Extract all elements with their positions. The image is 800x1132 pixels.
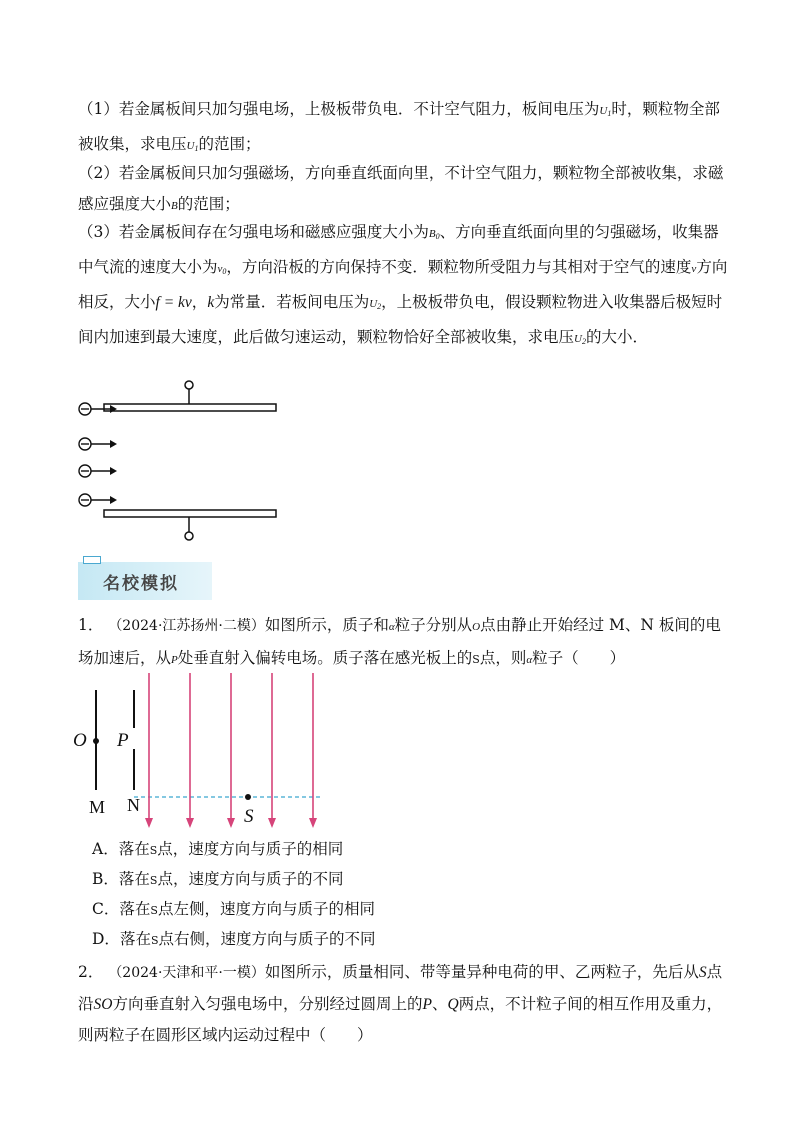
particle-2 [79,438,117,450]
lower-plate [104,510,276,540]
alpha-symbol: α [388,621,395,633]
question1-stem: 1． （2024·江苏扬州·二模）如图所示，质子和α粒子分别从O点由静止开始经过 M、N 板间的电场加速后，从P处垂直射入偏转电场。质子落在感光板上的S点，则α粒子（ ） [78,616,721,667]
question2-stem: 2． （2024·天津和平·一模）如图所示，质量相同、带等量异种电荷的甲、乙两粒子，先后从S点沿SO方向垂直射入匀强电场中，分别经过圆周上的P、Q两点，不计粒子间的相互作用及重力，则两粒子在圆形区域内运动过程中（ ） [78,963,723,1044]
point-s [245,794,251,800]
option-c[interactable]: C．落在S点左侧，速度方向与质子的相同 [92,900,375,918]
part3-text-b: 、方向垂直纸面向里的匀强磁场，收集器中气流的速度大小为 [78,223,719,276]
q2-source: （2024·天津和平·一模） [108,965,265,981]
part1-text-c: 的范围； [198,135,261,153]
part1-text-a: （1）若金属板间只加匀强电场，上极板带负电．不计空气阻力，板间电压为 [78,100,600,118]
part3-text-c: ，方向沿板的方向保持不变．颗粒物所受阻力与其相对于空气的速度 [226,258,692,276]
part1-text-b: 时，颗粒物全部被收集，求电压 [78,100,720,153]
label-m: M [89,797,106,817]
particle-3 [79,465,117,477]
part3-text-a: （3）若金属板间存在匀强电场和磁感应强度大小为 [78,223,429,241]
b-symbol: B [171,200,178,212]
q3-part1 [78,94,728,164]
v-symbol: v [691,263,697,275]
s-symbol: S [472,653,480,666]
p-symbol: P [171,654,178,666]
q3-part2 [78,158,728,222]
q1-number: 1． [78,616,104,634]
q1-source: （2024·江苏扬州·二模） [108,618,265,634]
particle-4 [79,494,117,506]
v0-symbol: $v_0$ [217,263,227,276]
u2-symbol-2: $U_2$ [574,333,586,346]
label-s: S [244,806,254,827]
option-b[interactable]: B．落在S点，速度方向与质子的不同 [92,870,344,888]
part3-text-d: 方向相反，大小 [78,258,728,311]
section-badge-label: 名校模拟 [103,574,179,594]
part3-text-g: ，上极板带负电，假设颗粒物进入收集器后极短时间内加速到最大速度，此后做匀速运动，颗粒物恰好全部被收集，求电压 [78,293,723,346]
badge-corner-decoration [83,556,101,564]
part3-text-h: 的大小． [585,328,648,346]
u2-symbol: $U_2$ [369,298,382,311]
part3-text-e: ， [191,293,208,311]
q2-number: 2． [78,963,104,981]
particle-1 [79,403,117,415]
option-d[interactable]: D．落在S点右侧，速度方向与质子的不同 [92,930,376,948]
upper-plate [104,381,276,411]
label-o: O [73,730,87,751]
b0-symbol: $B_0$ [428,228,440,241]
formula: f = kv [155,294,192,311]
k-symbol: k [207,294,215,311]
label-p: P [117,730,129,751]
part2-text-a: （2）若金属板间只加匀强磁场，方向垂直纸面向里，不计空气阻力，颗粒物全部被收集，求磁感应强度大小 [78,164,724,213]
u1-symbol-2: $U_1$ [186,140,199,153]
option-a[interactable]: A．落在S点，速度方向与质子的相同 [92,840,344,858]
alpha-symbol-2: α [526,654,533,666]
field-lines [145,673,317,828]
accelerating-plate-m [93,690,99,790]
part3-text-f: 为常量．若板间电压为 [214,293,370,311]
o-symbol: O [472,621,481,633]
u1-symbol: $U_1$ [599,105,612,118]
q3-part3 [78,217,728,357]
label-n: N [127,795,140,815]
part2-text-c: 的范围； [177,195,240,213]
